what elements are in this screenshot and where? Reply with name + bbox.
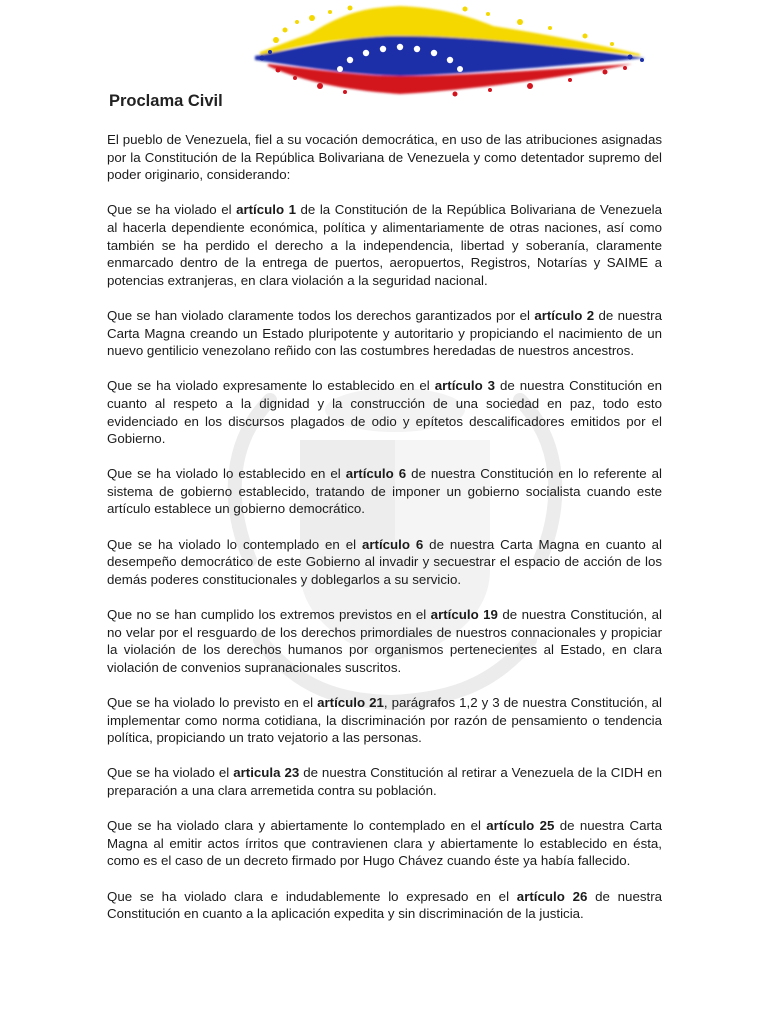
clause-paragraph: Que se ha violado el articula 23 de nuestra Constitución al retirar a Venezuela de la CIDH en preparación a una clara arremetida contra su población. bbox=[107, 765, 662, 798]
article-reference: artículo 2 bbox=[534, 307, 595, 323]
clause-paragraph: Que se ha violado lo contemplado en el artículo 6 de nuestra Carta Magna en cuanto al desempeño democrático de este Gobierno al invadir y secuestrar el espacio de acción de los demás poderes constitucionales y doblegarlos a su servicio. bbox=[107, 536, 662, 587]
clause-paragraph: Que se ha violado clara e indudablemente lo expresado en el artículo 26 de nuestra Constitución en cuanto a la aplicación expedita y sin discriminación de la justicia. bbox=[107, 888, 663, 922]
article-reference: articula 23 bbox=[233, 765, 300, 781]
article-reference: artículo 26 bbox=[516, 888, 588, 904]
article-reference: artículo 6 bbox=[361, 536, 424, 552]
document-body bbox=[107, 131, 662, 940]
article-reference: artículo 21 bbox=[317, 695, 384, 710]
clause-paragraph: Que se ha violado el artículo 1 de la Constitución de la República Bolivariana de Venezuela al hacerla dependiente económica, política y alimentariamente de otras naciones, así como también se ha perdido el derecho a la independencia, libertad y soberanía, claramente enmarcado dentro de la entrega de puertos, aeropuertos, Registros, Notarías y SAIME a potencias extranjeras, en clara violación a la seguridad nacional. bbox=[107, 202, 662, 288]
clause-paragraph: Que no se han cumplido los extremos previstos en el artículo 19 de nuestra Constitución, al no velar por el resguardo de los derechos primordiales de nuestros connacionales y propiciar la violación de los derechos humanos por organismos pertenecientes al Estado, en clara violación de convenios supranacionales suscritos. bbox=[107, 607, 662, 675]
article-reference: artículo 19 bbox=[430, 607, 498, 623]
clause-paragraph: Que se ha violado expresamente lo establecido en el artículo 3 de nuestra Constitución en cuanto al respeto a la dignidad y la construcción de una sociedad en paz, todo esto evidenciado en los discursos plagados de odio y epítetos descalificadores emitidos por el Gobierno. bbox=[107, 378, 662, 447]
article-reference: artículo 1 bbox=[236, 202, 297, 218]
article-reference: artículo 6 bbox=[345, 466, 407, 482]
document-title: Proclama Civil bbox=[109, 92, 223, 110]
article-reference: artículo 3 bbox=[434, 378, 496, 394]
clause-paragraph: Que se han violado claramente todos los derechos garantizados por el artículo 2 de nuestra Carta Magna creando un Estado pluripotente y autoritario y propiciando el nacimiento de un nuevo gentilicio venezolano reñido con las costumbres heredadas de nuestros ancestros. bbox=[107, 307, 662, 359]
clause-paragraph: Que se ha violado clara y abiertamente lo contemplado en el artículo 25 de nuestra Carta Magna al emitir actos írritos que contravienen clara y abiertamente lo establecido en ésta, como es el caso de un decreto firmado por Hugo Chávez cuando éste ya había fallecido. bbox=[107, 818, 663, 869]
article-reference: artículo 25 bbox=[486, 818, 555, 834]
clause-paragraph: Que se ha violado lo establecido en el artículo 6 de nuestra Constitución en lo referente al sistema de gobierno establecido, tratando de imponer un gobierno socialista cuando este artículo establece un gobierno democrático. bbox=[107, 466, 662, 517]
intro-paragraph: El pueblo de Venezuela, fiel a su vocación democrática, en uso de las atribuciones asignadas por la Constitución de la República Bolivariana de Venezuela y como detentador supremo del poder originario, considerando: bbox=[107, 132, 662, 183]
clause-paragraph: Que se ha violado lo previsto en el artículo 21, parágrafos 1,2 y 3 de nuestra Constitución, al implementar como norma cotidiana, la discriminación por razón de pensamiento o tendencia política, propiciando un trato vejatorio a las personas. bbox=[107, 695, 662, 746]
